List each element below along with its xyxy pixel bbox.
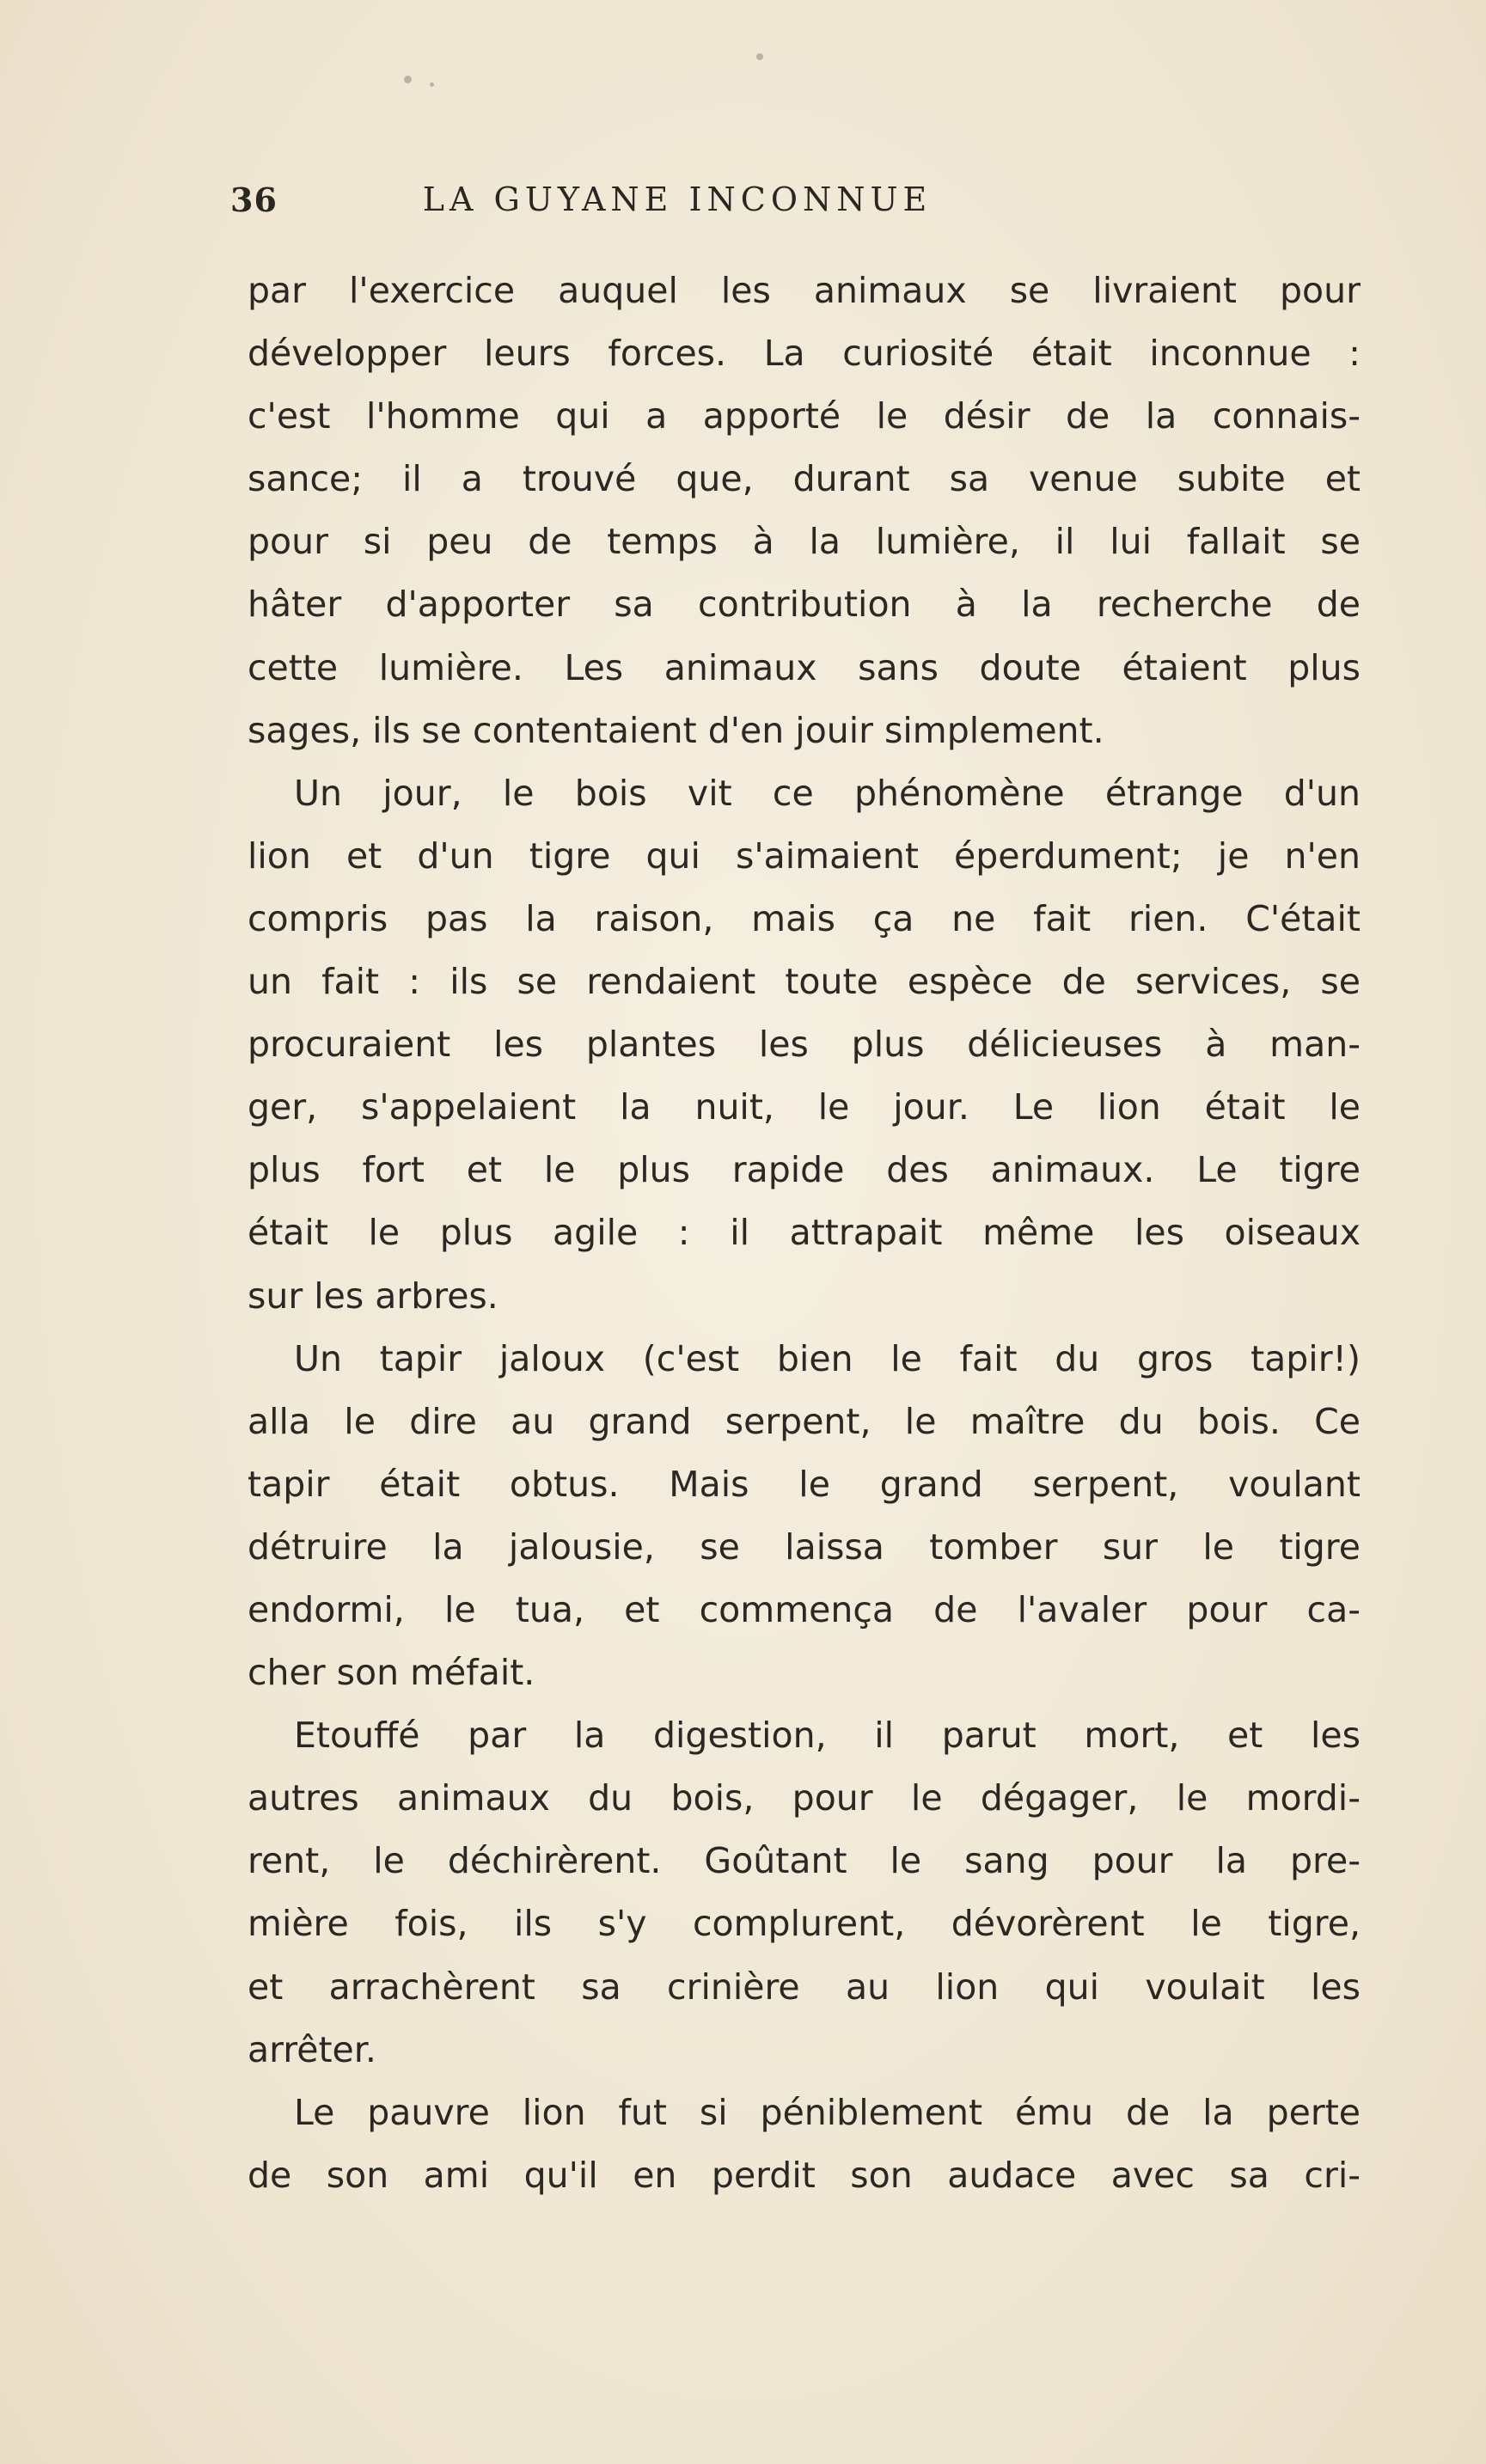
text-line: tapir était obtus. Mais le grand serpent, voulant	[248, 1463, 1361, 1505]
text-line: procuraient les plantes les plus délicieuses à man-	[248, 1024, 1361, 1066]
text-line: c'est l'homme qui a apporté le désir de la connais-	[248, 395, 1361, 437]
text-line: Un tapir jaloux (c'est bien le fait du gros tapir!)	[294, 1337, 1361, 1379]
text-line: arrêter.	[248, 2028, 376, 2070]
text-line: Etouffé par la digestion, il parut mort, et les	[294, 1715, 1361, 1757]
body-text	[248, 260, 1361, 2207]
text-line: sur les arbres.	[248, 1275, 498, 1317]
text-line: cette lumière. Les animaux sans doute étaient plus	[248, 646, 1361, 688]
text-line: hâter d'apporter sa contribution à la recherche de	[248, 584, 1361, 626]
text-line: détruire la jalousie, se laissa tomber sur le tigre	[248, 1525, 1361, 1568]
text-line: et arrachèrent sa crinière au lion qui voulait les	[248, 1966, 1361, 2008]
text-line: développer leurs forces. La curiosité était inconnue :	[248, 333, 1361, 375]
text-line: pour si peu de temps à la lumière, il lui fallait se	[248, 521, 1361, 563]
text-line: compris pas la raison, mais ça ne fait rien. C'était	[248, 897, 1361, 939]
text-line: par l'exercice auquel les animaux se livraient pour	[248, 270, 1361, 311]
text-line: ger, s'appelaient la nuit, le jour. Le lion était le	[248, 1086, 1361, 1128]
paper-speck	[430, 83, 434, 87]
text-line: alla le dire au grand serpent, le maître du bois. Ce	[248, 1400, 1361, 1442]
page-number: 36	[230, 180, 278, 219]
page-header	[230, 180, 1055, 229]
text-line: de son ami qu'il en perdit son audace avec sa cri-	[248, 2154, 1361, 2196]
paper-speck	[756, 53, 763, 60]
text-line: était le plus agile : il attrapait même les oiseaux	[248, 1212, 1361, 1254]
text-line: un fait : ils se rendaient toute espèce de services, se	[248, 961, 1361, 1003]
paper-speck	[404, 76, 412, 83]
text-line: lion et d'un tigre qui s'aimaient éperdument; je n'en	[248, 835, 1361, 877]
text-line: cher son méfait.	[248, 1652, 535, 1694]
running-title: LA GUYANE INCONNUE	[422, 180, 933, 218]
text-line: rent, le déchirèrent. Goûtant le sang pour la pre-	[248, 1840, 1361, 1882]
text-line: plus fort et le plus rapide des animaux. Le tigre	[248, 1149, 1361, 1191]
text-line: autres animaux du bois, pour le dégager, le mordi-	[248, 1777, 1361, 1819]
text-line: Un jour, le bois vit ce phénomène étrange d'un	[294, 772, 1361, 814]
text-line: sages, ils se contentaient d'en jouir simplement.	[248, 709, 1104, 751]
text-line: Le pauvre lion fut si péniblement ému de la perte	[294, 2091, 1361, 2133]
text-line: mière fois, ils s'y complurent, dévorèrent le tigre,	[248, 1903, 1361, 1945]
text-line: sance; il a trouvé que, durant sa venue subite et	[248, 458, 1361, 500]
text-line: endormi, le tua, et commença de l'avaler pour ca-	[248, 1588, 1361, 1630]
